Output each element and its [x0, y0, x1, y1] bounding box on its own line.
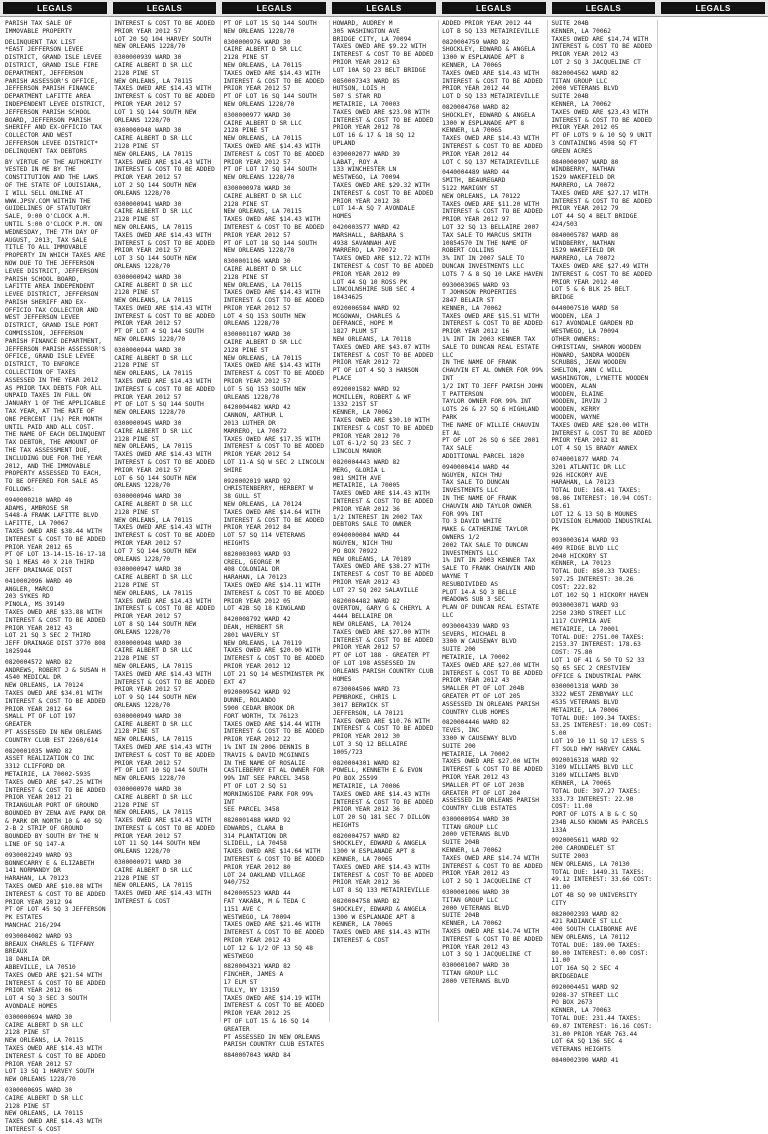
- legal-notice-entry: 0820001035 WARD 82 ASSET REALIZATION CO INC 3312 CLIFFORD DR METAIRIE, LA 70002-5935 TAXES OWED ARE $47.25 WITH INTEREST & COST TO BE ADDED PRIOR YEAR 2012 21 TRIANGULAR PORT OF GROUND BOUNDED BY ZENA AVE PARK DR & PARK DR NORTH 10 & 40 SQ 2-B 2 STRIP OF GROUND BOUNDED BY SOUTH BY THE N LINE OF SQ 147-A: [5, 747, 106, 849]
- legal-column: [221, 20, 330, 1060]
- legal-notice-entry: 0930003965 WARD 93 T JOHNSON PROPERTIES 2847 BELAIR ST KENNER, LA 70062 TAXES OWED ARE $15.51 WITH INTEREST & COST TO BE ADDED PRIOR YEAR 2012 16 1% INT IN 2003 KENNER TAX SALE TO DUNCAN REAL ESTATE LLC IN THE NAME OF FRANK CHAUVIN ET AL OWNER FOR 99% INT 1/2 INT TO JEFF PARISH JOHN T PATTERSON TAYLOR OWNER FOR 99% INT LOTS 26 & 27 SQ 6 HIGHLAND PARK THE NAME OF WILLIE CHAUVIN ET AL PT OF LOT 26 SQ 6 SEE 2001 TAX SALE ADDITIONAL PARCEL 1820: [442, 281, 543, 461]
- legal-notice-entry: 0920006584 WARD 92 MCGOWAN, CHARLES & DEFRANCE, HOPE M 1827 PLUM ST NEW ORLEANS, LA 70118 TAXES OWED ARE $43.07 WITH INTEREST & COST TO BE ADDED PRIOR YEAR 2012 72 PT OF LOT 4 SQ 3 HANSON PLACE: [332, 304, 434, 383]
- legal-notice-entry: 0820004758 WARD 82 SHOCKLEY, EDWARD & ANGELA 1300 W ESPLANADE APT 8 KENNER, LA 70065 TAXES OWED ARE $14.43 WITH INTEREST & COST: [332, 898, 430, 945]
- legal-notice-entry: PARISH TAX SALE OF IMMOVABLE PROPERTY: [5, 20, 73, 35]
- legal-notice-entry: 0300000946 WARD 30 CAIRE ALBERT D SR LLC 2128 PINE ST NEW ORLEANS, LA 70115 TAXES OWED ARE $14.43 WITH INTEREST & COST TO BE ADDED PRIOR YEAR 2012 57 LOT 7 SQ 144 SOUTH NEW ORLEANS 1228/70: [114, 493, 215, 563]
- legal-notice-entry: 0920009542 WARD 92 DUNNE, ROLANDO 5900 CEDAR BROOK DR FORT WORTH, TX 76123 TAXES OWED ARE $14.44 WITH INTEREST & COST TO BE ADDED PRIOR YEAR 2012 22 1% INT IN 2006 DENNIS B TRAVIS & DAVID MCGINNIS IN THE NAME OF ROSALIE CASTLEBERRY ET AL OWNER FOR 99% INT SEE PARCEL 3458 PT OF LOT 2 SQ 51 MORNINGSIDE PARK FOR 99% INT SEE PARCEL 3458: [223, 689, 325, 814]
- legals-header-bar: [0, 0, 768, 17]
- legal-notice-entry: 0420008792 WARD 42 DEAN, HERBERT SR 2801 WAVERLY ST NEW ORLEANS, LA 70119 TAXES OWED ARE $20.00 WITH INTEREST & COST TO BE ADDED PRIOR YEAR 2012 12 LOT 21 SQ 14 WESTMINSTER PK EXT 47: [223, 616, 325, 686]
- legal-notice-entry: 0930003614 WARD 93 409 RIDGE BLVD LLC 2040 HICKORY ST KENNER, LA 70123 TOTAL DUE: 850.33 TAXES: 597.25 INTEREST: 30.26 COST: 222.82 LOT 102 SQ 1 HICKORY HAVEN: [551, 537, 649, 599]
- legal-notice-entry: HOWARD, AUDREY M 305 WASHINGTON AVE BRIDGE CITY, LA 70094 TAXES OWED ARE $9.22 WITH INTEREST & COST TO BE ADDED PRIOR YEAR 2012 63 LOT 10A SQ 23 BELT BRIDGE: [332, 20, 434, 74]
- legal-notice-entry: 0300001107 WARD 30 CAIRE ALBERT D SR LLC 2128 PINE ST NEW ORLEANS, LA 70115 TAXES OWED ARE $14.43 WITH INTEREST & COST TO BE ADDED PRIOR YEAR 2012 57 LOT 5 SQ 153 SOUTH NEW ORLEANS 1228/70: [223, 331, 325, 401]
- legal-notice-entry: 0300000940 WARD 30 CAIRE ALBERT D SR LLC 2128 PINE ST NEW ORLEANS, LA 70115 TAXES OWED ARE $14.43 WITH INTEREST & COST TO BE ADDED PRIOR YEAR 2012 57 LOT 2 SQ 144 SOUTH NEW ORLEANS 1228/70: [114, 127, 215, 197]
- legal-notice-entry: 0300000945 WARD 30 CAIRE ALBERT D SR LLC 2128 PINE ST NEW ORLEANS, LA 70115 TAXES OWED ARE $14.43 WITH INTEREST & COST TO BE ADDED PRIOR YEAR 2012 57 LOT 6 SQ 144 SOUTH NEW ORLEANS 1228/70: [114, 420, 215, 490]
- legal-column: [548, 20, 657, 1064]
- legal-column: [330, 20, 439, 1022]
- section-header-label: LEGALS: [442, 2, 546, 14]
- legal-notice-entry: 0930002249 WARD 93 BONNECARRY E & ELIZABETH 141 NORMANDY DR HARAHAN, LA 70123 TAXES OWED ARE $10.08 WITH INTEREST & COST TO BE ADDED PRIOR YEAR 2012 94 PT OF LOT 45 SQ 3 JEFFERSON PK ESTATES MANCHAC 216/294: [5, 851, 106, 930]
- legal-notice-entry: 0820004301 WARD 82 POWELL, KENNETH E & EVON PO BOX 25599 METAIRIE, LA 70006 TAXES OWED ARE $14.43 WITH INTEREST & COST TO BE ADDED PRIOR YEAR 2012 36 LOT 20 SQ 181 SEC 7 DILLON HEIGHTS: [332, 759, 434, 829]
- legal-notice-entry: 0730004506 WARD 73 PEMBROKE, CHRIS L 3017 BERWICK ST JEFFERSON, LA 70121 TAXES OWED ARE $10.76 WITH INTEREST & COST TO BE ADDED PRIOR YEAR 2012 30 LOT 3 SQ 12 BELLAIRE 1005/723: [332, 686, 434, 756]
- legal-column: [2, 20, 111, 1133]
- legal-notice-entry: 0820004446 WARD 82 TEVES, INC 3300 W CAUSEWAY BLVD SUITE 200 METAIRIE, LA 70002 TAXES OWED ARE $27.00 WITH INTEREST & COST TO BE ADDED PRIOR YEAR 2012 43 SMALLER PT OF LOT 203B GREATER PT OF LOT 204 ASSESSED IN ORLEANS PARISH COUNTRY CLUB ESTATES: [442, 719, 543, 813]
- legal-notice-entry: 0420004482 WARD 42 CANNON, ARTHUR L 2013 LUTHER DR MARRERO, LA 70072 TAXES OWED ARE $17.35 WITH INTEREST & COST TO BE ADDED PRIOR YEAR 2012 54 LOT 11-A SQ W SEC 2 LINCOLN SHIRE: [223, 404, 325, 474]
- legal-notice-entry: 0300000948 WARD 30 CAIRE ALBERT D SR LLC 2128 PINE ST NEW ORLEANS, LA 70115 TAXES OWED ARE $14.43 WITH INTEREST & COST TO BE ADDED PRIOR YEAR 2012 57 LOT 9 SQ 144 SOUTH NEW ORLEANS 1228/70: [114, 639, 215, 709]
- legal-notice-entry: 0820004562 WARD 82 TITAN GROUP LLC 2000 VETERANS BLVD SUITE 204B KENNER, LA 70062 TAXES OWED ARE $23.43 WITH INTEREST & COST TO BE ADDED PRIOR YEAR 2012 05 PT OF LOTS 9 & 10 SQ 9 UNIT 3 CONTAINING 4598 SQ FT GREEN ACRES: [551, 69, 652, 155]
- legal-notice-entry: 0820004482 WARD 82 OVERTON, GARY G & CHERYL A 4444 BELLAIRE DR NEW ORLEANS, LA 70124 TAXES OWED ARE $27.00 WITH INTEREST & COST TO BE ADDED PRIOR YEAR 2012 57 PT OF LOT 188 - GREATER PT OF LOT 198 ASSESSED IN ORLEANS PARISH COUNTRY CLUB HOMES: [332, 597, 434, 683]
- legal-notice-entry: 0930004339 WARD 93 SEVERS, MICHAEL B 3300 W CAUSEWAY BLVD SUITE 200 METAIRIE, LA 70002 TAXES OWED ARE $27.00 WITH INTEREST & COST TO BE ADDED PRIOR YEAR 2012 43 SMALLER PT OF LOT 204B GREATER PT OF LOT 205 ASSESSED IN ORLEANS PARISH COUNTRY CLUB HOMES: [442, 622, 543, 716]
- legal-notice-entry: 0930003071 WARD 93 2250 23RD STREET LLC 1117 CUYPRIA AVE METAIRIE, LA 70001 TOTAL DUE: 2751.00 TAXES: 2153.37 INTEREST: 178.63 COST: 75.80 LOT 1 OF 41 & 50 TO 52 33 SQ 65 SEC 2 CRESTVIEW OFFICE & INDUSTRIAL PARK: [551, 602, 645, 680]
- legal-notice-columns: [2, 20, 766, 1133]
- legal-notice-entry: 0820002393 WARD 82 421 RADIANCE ST LLC 400 SOUTH CLAIBORNE AVE NEW ORLEANS, LA 70112 TOTAL DUE: 189.00 TAXES: 80.00 INTEREST: 0.00 COST: 11.00 LOT 16A SQ 2 SEC 4 BRIDGEDALE: [551, 910, 649, 981]
- legal-notice-entry: 0840005787 WARD 80 WINDBERRY, NATHAN 1529 WAKEFIELD DR MARRERO, LA 70072 TAXES OWED ARE $27.49 WITH INTEREST & COST TO BE ADDED PRIOR YEAR 2012 40 LOT 5 & 6 BLK 25 BELT BRIDGE: [551, 231, 652, 302]
- legal-notice-entry: 0820004443 WARD 82 MERG, GLORIA L 901 SMITH AVE METAIRIE, LA 70005 TAXES OWED ARE $14.43 WITH INTEREST & COST TO BE ADDED PRIOR YEAR 2012 36 1/2 INTEREST IN 2002 TAX DEBTORS SALE TO OWNER: [332, 459, 434, 529]
- legal-notice-entry: 0840002390 WARD 41: [551, 1057, 619, 1064]
- legal-notice-entry: 0820003003 WARD 93 CREEL, GEORGE M 408 COLONIAL DR HARAHAN, LA 70123 TAXES OWED ARE $14.11 WITH INTEREST & COST TO BE ADDED PRIOR YEAR 2012 05 LOT 42B SQ 18 KINGLAND: [223, 550, 325, 613]
- legal-notice-entry: 0820004759 WARD 82 SHOCKLEY, EDWARD & ANGELA 1300 W ESPLANADE APT 8 KENNER, LA 70065 TAXES OWED ARE $14.43 WITH INTEREST & COST TO BE ADDED PRIOR YEAR 2012 44 LOT D SQ 133 METAIRIEVILLE: [442, 38, 543, 101]
- legal-notice-entry: 0300000976 WARD 30 CAIRE ALBERT D SR LLC 2128 PINE ST NEW ORLEANS, LA 70115 TAXES OWED ARE $14.43 WITH INTEREST & COST TO BE ADDED PRIOR YEAR 2012 57 PT OF LOT 16 SQ 144 SOUTH NEW ORLEANS 1228/70: [223, 38, 325, 108]
- legal-notice-entry: 0440007510 WARD 50 WOODEN, LEA J 617 AVONDALE GARDEN RD WESTWEGO, LA 70094 OTHER OWNERS: CHRISTIAN, SHARON WOODEN HOWARD, SANDRA WOODEN SCRUBBS, JEAN WOODEN SHELTON, ANN C WILL WASHINGTON, LYNETTE WOODEN WOODEN, ALAN WOODEN, ELAINE WOODEN, IRVIN J WOODEN, KERRY WOODEN, WAYNE TAXES OWED ARE $20.00 WITH INTEREST & COST TO BE ADDED PRIOR YEAR 2012 81 LOT 4 SQ 15 BRADY ANNEX: [551, 304, 652, 453]
- section-header-label: LEGALS: [661, 2, 765, 14]
- legal-notice-entry: 0940000004 WARD 44 NGUYEN, NICH THU PO BOX 70922 NEW ORLEANS, LA 70189 TAXES OWED ARE $38.27 WITH INTEREST & COST TO BE ADDED PRIOR YEAR 2012 43 LOT 27 SQ 202 SALAVILLE: [332, 532, 434, 594]
- legal-notice-entry: BY VIRTUE OF THE AUTHORITY VESTED IN ME BY THE CONSTITUTION AND THE LAWS OF THE STATE OF LOUISIANA, I WILL SELL ONLINE AT WWW.JPSV.COM WITHIN THE GUIDELINES OF STATUTORY SALE, 9:00 O'CLOCK A.M. UNTIL 5:00 O'CLOCK P.M. ON WEDNESDAY, THE 7TH DAY OF AUGUST, 2013, TAX SALE TITLE TO ALL IMMOVABLE PROPERTY IN WHICH TAXES ARE NOW DUE TO THE JEFFERSON LEVEE DISTRICT, JEFFERSON PARISH SCHOOL BOARD, LAFITTE AREA INDEPENDENT LEVEE DISTRICT, JEFFERSON PARISH SHERIFF AND EX-OFFICIO TAX COLLECTOR AND WEST JEFFERSON LEVEE DISTRICT, GRAND ISLE PORT COMMISSION, JEFFERSON PARISH FINANCE DEPARTMENT, JEFFERSON PARISH ASSESSOR'S OFFICE, GRAND ISLE LEVEE DISTRICT, TO ENFORCE COLLECTION OF TAXES ASSESSED IN THE YEAR 2012 AS PRIOR TAX DEBTS FOR ALL UNPAID TAXES IN FULL ON JANUARY 1 OF THE APPLICABLE TAX YEAR, AT THE RATE OF ONE PERCENT (1%) PER MONTH UNTIL PAID AND ALL COST. THE NAME OF EACH DELINQUENT TAX DEBTOR, THE AMOUNT OF THE TAX ASSESSMENT DUE, INCLUDING DUE FOR THE YEAR 2012, AND THE IMMOVABLE PROPERTY ASSESSED TO EACH, TO BE OFFERED FOR SALE AS FOLLOWS:: [5, 158, 110, 494]
- legal-notice-entry: 0410002096 WARD 40 ANGLER, MARCO 203 SYKES RD PINOLA, MS 39149 TAXES OWED ARE $33.88 WITH INTEREST & COST TO BE ADDED PRIOR YEAR 2012 43 LOT 21 SQ 3 SEC 2 THIRD JEFF DRAINAGE DIST 3770 808 1025944: [5, 577, 106, 655]
- legal-notice-entry: 0940000414 WARD 44 NGUYEN, NICH THU TAX SALE TO DUNCAN INVESTMENTS LLC IN THE NAME OF FRANK CHAUVIN AND TAYLOR OWNER FOR 99% INT TO 3 DAVID WHITE MAKE & CATHERINE TAYLOR OWNERS 1/2 2002 TAX SALE TO DUNCAN INVESTMENTS LLC 1% INT IN 2003 KENNER TAX SALE TO FRANK CHAUVIN AND WAYNE T RESUBDIVIDED AS PLOT 14-A SQ 3 BELLE MEADOWS SUB 3 SEC PLAN OF DUNCAN REAL ESTATE LLC: [442, 463, 539, 619]
- legal-notice-entry: 0300000954 WARD 30 TITAN GROUP LLC 2000 VETERANS BLVD SUITE 204B KENNER, LA 70062 TAXES OWED ARE $14.74 WITH INTEREST & COST TO BE ADDED PRIOR YEAR 2012 43 LOT 2 SQ 1 JACQUELINE CT: [442, 815, 543, 886]
- legal-notice-entry: 0300000695 WARD 30 CAIRE ALBERT D SR LLC 2128 PINE ST NEW ORLEANS, LA 70115 TAXES OWED ARE $14.43 WITH INTEREST & COST: [5, 1086, 102, 1133]
- legal-notice-entry: 0390002077 WARD 39 LABAT, ROY A 133 WINCHESTER LN WESTWEGO, LA 70094 TAXES OWED ARE $29.32 WITH INTEREST & COST TO BE ADDED PRIOR YEAR 2012 38 LOT 14-A SQ 7 AVONDALE HOMES: [332, 150, 434, 221]
- legal-notice-entry: 0300001106 WARD 30 CAIRE ALBERT D SR LLC 2128 PINE ST NEW ORLEANS, LA 70115 TAXES OWED ARE $14.43 WITH INTEREST & COST TO BE ADDED PRIOR YEAR 2012 57 LOT 4 SQ 153 SOUTH NEW ORLEANS 1228/70: [223, 258, 325, 328]
- legal-notice-entry: 0820004757 WARD 82 SHOCKLEY, EDWARD & ANGELA 1300 W ESPLANADE APT 8 KENNER, LA 70065 TAXES OWED ARE $14.43 WITH INTEREST & COST TO BE ADDED PRIOR YEAR 2012 36 LOT 8 SQ 133 METAIRIEVILLE: [332, 832, 434, 895]
- section-header-label: LEGALS: [552, 2, 656, 14]
- section-header-label: LEGALS: [222, 2, 326, 14]
- legal-notice-entry: 0300000971 WARD 30 CAIRE ALBERT D SR LLC 2128 PINE ST NEW ORLEANS, LA 70115 TAXES OWED ARE $14.43 WITH INTEREST & COST: [114, 859, 212, 906]
- legal-notice-entry: 0420003577 WARD 42 MARSHALL, BARBARA S 4938 SAVANNAH AVE MARRERO, LA 70072 TAXES OWED ARE $12.72 WITH INTEREST & COST TO BE ADDED PRIOR YEAR 2012 09 LOT 44 SQ 10 ROSS PK LINCOLNSHIRE SUB SEC 4 10434625: [332, 223, 434, 302]
- legal-notice-entry: 0930004082 WARD 93 BREAUX CHARLES & TIFFANY BREAUX 18 DAHLIA DR ABBEVILLE, LA 70510 TAXES OWED ARE $21.54 WITH INTEREST & COST TO BE ADDED PRIOR YEAR 2012 06 LOT 4 SQ 3 SEC 3 SOUTH AVONDALE HOMES: [5, 932, 106, 1011]
- legal-notice-entry: 0300000970 WARD 30 CAIRE ALBERT D SR LLC 2128 PINE ST NEW ORLEANS, LA 70115 TAXES OWED ARE $14.43 WITH INTEREST & COST TO BE ADDED PRIOR YEAR 2012 57 LOT 11 SQ 144 SOUTH NEW ORLEANS 1228/70: [114, 785, 215, 856]
- legal-notice-entry: 0940000210 WARD 40 ADAMS, AMBROSE SR 5448-A FRANK LAFITTE BLVD LAFITTE, LA 70067 TAXES OWED ARE $38.44 WITH INTEREST & COST TO BE ADDED PRIOR YEAR 2012 65 PT OF LOT 13-14-15-16-17-18 SQ 1 MEAS 40 X 210 THIRD JEFF DRAINAGE DIST: [5, 496, 106, 574]
- legal-notice-entry: 0820001488 WARD 92 EDWARDS, CLARA B 314 PLANTATION DR SLIDELL, LA 70458 TAXES OWED ARE $14.64 WITH INTEREST & COST TO BE ADDED PRIOR YEAR 2012 80 LOT 24 OAKLAND VILLAGE 940/752: [223, 817, 325, 887]
- legal-notice-entry: 0420005523 WARD 44 FAT YAKABA, M & TEDA C 1151 AVE C WESTWEGO, LA 70094 TAXES OWED ARE $21.46 WITH INTEREST & COST TO BE ADDED PRIOR YEAR 2012 43 LOT 12 & 1/2 OF 13 SQ 48 WESTWEGO: [223, 890, 325, 960]
- legal-notice-entry: 0300000977 WARD 30 CAIRE ALBERT D SR LLC 2128 PINE ST NEW ORLEANS, LA 70115 TAXES OWED ARE $14.43 WITH INTEREST & COST TO BE ADDED PRIOR YEAR 2012 57 PT OF LOT 17 SQ 144 SOUTH NEW ORLEANS 1228/70: [223, 111, 325, 182]
- legal-column: [658, 20, 766, 1022]
- legal-notice-entry: 0920005611 WARD 92 200 CARONDELET ST SUITE 2003 NEW ORLEANS, LA 70130 TOTAL DUE: 1449.31 TAXES: 49.12 INTEREST: 33.66 COST: 11.00 LOT 4B SQ 90 UNIVERSITY CITY: [551, 837, 652, 907]
- legal-notice-entry: 0820004572 WARD 82 ANDREWS, ROBERT J & SUSAN H 4540 MEDICAL DR NEW ORLEANS, LA 70124 TAXES OWED ARE $34.01 WITH INTEREST & COST TO BE ADDED PRIOR YEAR 2012 64 SMALL PT OF LOT 197 GREATER PT ASSESSED IN NEW ORLEANS COUNTRY CLUB EST 2260/614: [5, 658, 106, 744]
- legal-notice-entry: 0850007343 WARD 85 HUTSON, LOIS H 507 S STAR RD METAIRIE, LA 70003 TAXES OWED ARE $23.98 WITH INTEREST & COST TO BE ADDED PRIOR YEAR 2012 78 LOT 16 & 17 & 18 SQ 12 UPLAND: [332, 77, 434, 147]
- legal-notice-entry: SUITE 204B KENNER, LA 70062 TAXES OWED ARE $14.74 WITH INTEREST & COST TO BE ADDED PRIOR YEAR 2012 43 LOT 2 SQ 3 JACQUELINE CT: [551, 20, 652, 66]
- legal-notice-entry: 0300001007 WARD 30 TITAN GROUP LLC 2000 VETERANS BLVD: [442, 962, 510, 985]
- legal-notice-entry: 0300000941 WARD 30 CAIRE ALBERT D SR LLC 2128 PINE ST NEW ORLEANS, LA 70115 TAXES OWED ARE $14.43 WITH INTEREST & COST TO BE ADDED PRIOR YEAR 2012 57 LOT 3 SQ 144 SOUTH NEW ORLEANS 1228/70: [114, 200, 215, 270]
- legal-notice-entry: 0440004489 WARD 44 SMITH, BEAUREGARD 5122 MARIGNY ST NEW ORLEANS, LA 70122 TAXES OWED ARE $11.20 WITH INTEREST & COST TO BE ADDED PRIOR YEAR 2012 97 LOT 32 SQ 13 BELLAIRE 2007 TAX SALE TO MARCUS SMITH 10854570 IN THE NAME OF ROBERT COLLINS 3% INT IN 2007 SALE TO DUNCAN INVESTMENTS LLC LOTS 7 & 8 SQ 10 LAKE HAVEN: [442, 169, 543, 278]
- legal-notice-entry: INTEREST & COST TO BE ADDED PRIOR YEAR 2012 57 LOT 20 SQ 104 HARVEY SOUTH NEW ORLEANS 1228/70: [114, 20, 215, 51]
- legal-notice-entry: 0300000947 WARD 30 CAIRE ALBERT D SR LLC 2128 PINE ST NEW ORLEANS, LA 70115 TAXES OWED ARE $14.43 WITH INTEREST & COST TO BE ADDED PRIOR YEAR 2012 57 LOT 8 SQ 144 SOUTH NEW ORLEANS 1228/70: [114, 566, 215, 636]
- section-header-label: LEGALS: [113, 2, 217, 14]
- legal-notice-entry: 0820004760 WARD 82 SHOCKLEY, EDWARD & ANGELA 1300 W ESPLANADE APT 8 KENNER, LA 70065 TAXES OWED ARE $14.43 WITH INTEREST & COST TO BE ADDED PRIOR YEAR 2012 44 LOT C SQ 137 METAIRIEVILLE: [442, 103, 543, 166]
- legal-notice-entry: DELINQUENT TAX LIST *EAST JEFFERSON LEVEE DISTRICT, GRAND ISLE LEVEE DISTRICT, GRAND ISLE FIRE DEPARTMENT, JEFFERSON PARISH ASSESSOR'S OFFICE, JEFFERSON PARISH FINANCE DEPARTMENT LAFITTE AREA INDEPENDENT LEVEE DISTRICT, JEFFERSON PARISH SCHOOL BOARD, JEFFERSON PARISH SHERIFF AND EX-OFFICIO TAX COLLECTOR AND WEST JEFFERSON LEVEE DISTRICT* DELINQUENT TAX DEBTORS: [5, 38, 106, 155]
- legal-column: [111, 20, 220, 1022]
- legal-notice-entry: 0840007043 WARD 84: [223, 1052, 291, 1060]
- legal-notice-entry: 0920002019 WARD 92 CHRISTENBERRY, HERBERT W 38 GULL ST NEW ORLEANS, LA 70124 TAXES OWED ARE $14.64 WITH INTEREST & COST TO BE ADDED PRIOR YEAR 2012 84 LOT 57 SQ 114 VETERANS HEIGHTS: [223, 477, 325, 547]
- legal-notice-entry: 0740001877 WARD 74 3201 ATLANTIC DR LLC 926 HICKORY AVE HARAHAN, LA 70123 TOTAL DUE: 168.41 TAXES: 98.86 INTEREST: 10.94 COST: 58.61 LOT 12 & 13 SQ B MOUNES DIVISION ELMWOOD INDUSTRIAL PK: [551, 456, 652, 534]
- legal-notice-entry: 0300001006 WARD 30 TITAN GROUP LLC 2000 VETERANS BLVD SUITE 204B KENNER, LA 70062 TAXES OWED ARE $14.74 WITH INTEREST & COST TO BE ADDED PRIOR YEAR 2012 43 LOT 3 SQ 1 JACQUELINE CT: [442, 889, 543, 959]
- legal-notice-entry: 0300000694 WARD 30 CAIRE ALBERT D SR LLC 2128 PINE ST NEW ORLEANS, LA 70115 TAXES OWED ARE $14.43 WITH INTEREST & COST TO BE ADDED PRIOR YEAR 2012 57 LOT 13 SQ 1 HARVEY SOUTH NEW ORLEANS 1228/70: [5, 1013, 106, 1084]
- section-header-label: LEGALS: [332, 2, 436, 14]
- legal-column: [439, 20, 548, 1022]
- section-header-label: LEGALS: [3, 2, 107, 14]
- legal-notice-entry: 0300000942 WARD 30 CAIRE ALBERT D SR LLC 2128 PINE ST NEW ORLEANS, LA 70115 TAXES OWED ARE $14.43 WITH INTEREST & COST TO BE ADDED PRIOR YEAR 2012 57 PT OF LOT 4 SQ 144 SOUTH NEW ORLEANS 1228/70: [114, 273, 215, 344]
- legal-notice-entry: 0300001318 WARD 30 3322 WEST ZENBYWAY LLC 4535 VETERANS BLVD METAIRIE, LA 70006 TOTAL DUE: 109.34 TAXES: 53.25 INTEREST: 10.09 COST: 5.00 LOT 19 10 11 SQ 17 LESS 5 FT SOLD HWY HARVEY CANAL: [551, 683, 652, 753]
- legal-notice-entry: 0300000978 WARD 30 CAIRE ALBERT D SR LLC 2128 PINE ST NEW ORLEANS, LA 70115 TAXES OWED ARE $14.43 WITH INTEREST & COST TO BE ADDED PRIOR YEAR 2012 57 PT OF LOT 18 SQ 144 SOUTH NEW ORLEANS 1228/70: [223, 184, 325, 255]
- legal-notice-entry: ADDED PRIOR YEAR 2012 44 LOT B SQ 133 METAIRIEVILLE: [442, 20, 539, 35]
- legal-notice-entry: 0840000907 WARD 80 WINDBERRY, NATHAN 1529 WAKEFIELD DR MARRERO, LA 70072 TAXES OWED ARE $27.17 WITH INTEREST & COST TO BE ADDED PRIOR YEAR 2012 79 LOT 44 SQ 4 BELT BRIDGE 424/503: [551, 158, 652, 228]
- legal-notice-entry: 0920001582 WARD 92 MCMILLEN, ROBERT & WF 1332 21ST ST KENNER, LA 70062 TAXES OWED ARE $30.10 WITH INTEREST & COST TO BE ADDED PRIOR YEAR 2012 70 LOT 6-1/2 SQ 23 SEC 7 LINCOLN MANOR: [332, 385, 434, 456]
- legal-notice-entry: 0920016318 WARD 92 3109 WILLIAMS BLVD LLC 3109 WILLIAMS BLVD KENNER, LA 70065 TOTAL DUE: 397.27 TAXES: 333.73 INTEREST: 22.90 COST: 11.00 PORT OF LOTS A B & C SQ 234B ALSO KNOWN AS PARCELS 133A: [551, 756, 649, 834]
- legal-notice-entry: 0300000944 WARD 30 CAIRE ALBERT D SR LLC 2128 PINE ST NEW ORLEANS, LA 70115 TAXES OWED ARE $14.43 WITH INTEREST & COST TO BE ADDED PRIOR YEAR 2012 57 PT OF LOT 5 SQ 144 SOUTH NEW ORLEANS 1228/70: [114, 346, 215, 417]
- legal-notice-entry: 0300000949 WARD 30 CAIRE ALBERT D SR LLC 2128 PINE ST NEW ORLEANS, LA 70115 TAXES OWED ARE $14.43 WITH INTEREST & COST TO BE ADDED PRIOR YEAR 2012 57 PT OF LOT 10 SQ 144 SOUTH NEW ORLEANS 1228/70: [114, 712, 215, 783]
- legal-notice-entry: PT OF LOT 15 SQ 144 SOUTH NEW ORLEANS 1228/70: [223, 20, 321, 35]
- legal-notice-entry: 0820004321 WARD 82 FINCHER, JAMES A 17 ELM ST TULLY, NY 13159 TAXES OWED ARE $14.19 WITH INTEREST & COST TO BE ADDED PRIOR YEAR 2012 25 PT OF LOT 15 & 16 SQ 14 GREATER PT ASSESSED IN NEW ORLEANS PARISH COUNTRY CLUB ESTATES: [223, 963, 325, 1049]
- legal-notice-entry: 0920004451 WARD 92 9208-37 STREET LLC PO BOX 2673 KENNER, LA 70063 TOTAL DUE: 231.44 TAXES: 69.07 INTEREST: 16.16 COST: 31.00 PRIOR YEAR 763.44 LOT 6A SQ 136 SEC 4 VETERANS HEIGHTS: [551, 983, 652, 1054]
- legal-notice-entry: 0300000939 WARD 30 CAIRE ALBERT D SR LLC 2128 PINE ST NEW ORLEANS, LA 70115 TAXES OWED ARE $14.43 WITH INTEREST & COST TO BE ADDED PRIOR YEAR 2012 57 LOT 1 SQ 144 SOUTH NEW ORLEANS 1228/70: [114, 54, 215, 124]
